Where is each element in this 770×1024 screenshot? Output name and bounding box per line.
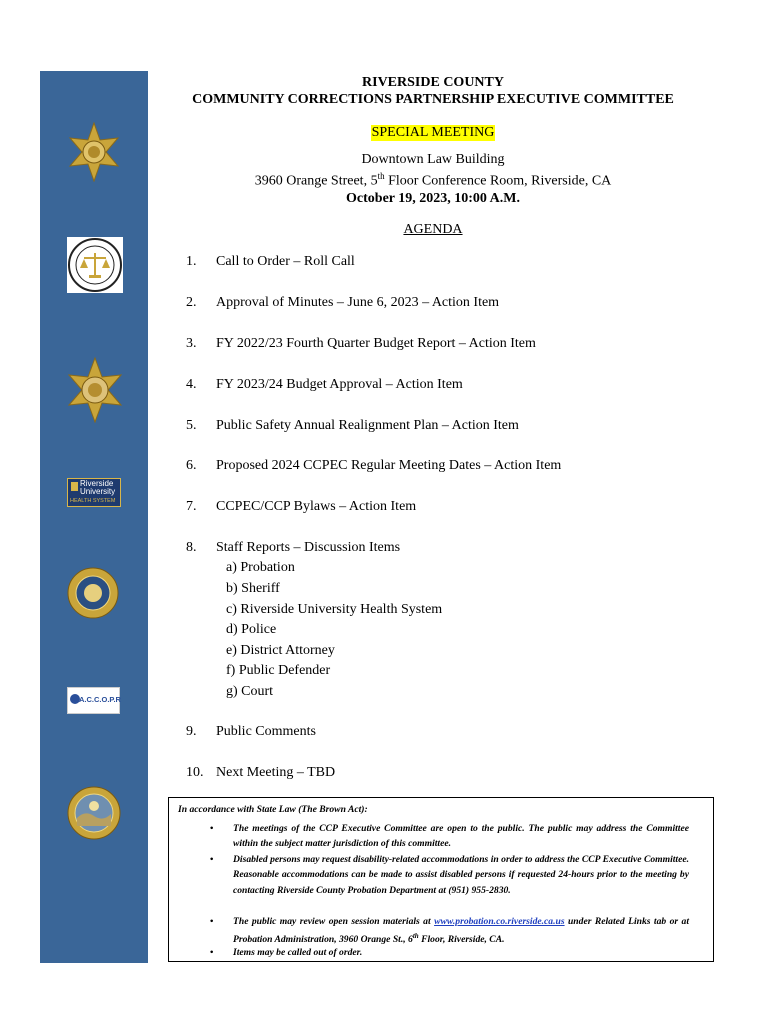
- agenda-item: [186, 498, 416, 515]
- rivco-logo-line1: Riverside: [80, 479, 114, 488]
- agenda-item-text: Public Comments: [216, 724, 316, 739]
- bullet-icon: •: [210, 823, 214, 834]
- agenda-item: [186, 723, 316, 740]
- agenda-item: [186, 294, 499, 311]
- sheriff-star-badge-icon: [68, 122, 120, 182]
- notice-bullet-text: The public may review open session materials at: [233, 916, 435, 927]
- agenda-item-number: 2.: [186, 295, 197, 310]
- bullet-icon: •: [210, 947, 214, 958]
- notice-bullet-text: Items may be called out of order.: [233, 947, 363, 958]
- agenda-item-number: 9.: [186, 724, 197, 739]
- notice-bullet-text: Floor, Riverside, CA.: [418, 934, 505, 946]
- agenda-item-number: 4.: [186, 377, 197, 392]
- police-star-badge-icon: [68, 357, 122, 423]
- rivco-emblem-icon: [71, 482, 78, 491]
- notice-bullet-public-meetings: [210, 821, 689, 852]
- county-seal-icon: [67, 786, 121, 840]
- agenda-item-text: Call to Order – Roll Call: [216, 254, 355, 269]
- floor-superscript: th: [412, 932, 419, 941]
- notice-bullet-disability: [210, 852, 689, 898]
- probation-website-link[interactable]: www.probation.co.riverside.ca.us: [434, 916, 565, 927]
- county-title: RIVERSIDE COUNTY: [362, 75, 504, 90]
- notice-bullet-materials: [210, 914, 689, 948]
- notice-bullet-order: [210, 945, 689, 960]
- notice-intro: In accordance with State Law (The Brown Act):: [178, 804, 368, 815]
- agenda-item-number: 6.: [186, 458, 197, 473]
- notice-bullet-text: Disabled persons may request disability-related accommodations in order to address the CCP Executive Committee. Reasonable accommodations can be made to assist disabled persons if requested 24-hours prior to the meeting by contacting Riverside County Probation Department at (951) 955-2830.: [233, 854, 689, 896]
- agenda-item-number: 3.: [186, 336, 197, 351]
- agenda-item-text: Public Safety Annual Realignment Plan – Action Item: [216, 418, 519, 433]
- staff-report-item: d) Police: [226, 622, 277, 637]
- accopr-logo-text: A.C.C.O.P.R: [79, 695, 121, 704]
- agenda-item-text: CCPEC/CCP Bylaws – Action Item: [216, 499, 417, 514]
- staff-report-item: f) Public Defender: [226, 663, 331, 678]
- staff-report-item: b) Sheriff: [226, 581, 280, 596]
- address-superscript: th: [377, 171, 385, 181]
- agenda-header: [160, 74, 706, 238]
- bullet-icon: •: [210, 854, 214, 865]
- bullet-icon: •: [210, 916, 214, 927]
- agenda-item-text: FY 2023/24 Budget Approval – Action Item: [216, 377, 463, 392]
- meeting-address: [160, 168, 706, 190]
- meeting-date-time: October 19, 2023, 10:00 A.M.: [346, 190, 520, 206]
- staff-report-item: g) Court: [226, 684, 274, 699]
- agenda-item: [186, 764, 335, 781]
- agenda-heading: AGENDA: [403, 221, 463, 237]
- committee-title: COMMUNITY CORRECTIONS PARTNERSHIP EXECUTIVE COMMITTEE: [192, 92, 674, 107]
- agenda-item: [186, 539, 400, 556]
- rivco-logo-line2: University: [80, 487, 116, 496]
- staff-report-item: e) District Attorney: [226, 643, 335, 658]
- agenda-item: [186, 417, 519, 434]
- agenda-item-text: Proposed 2024 CCPEC Regular Meeting Dates – Action Item: [216, 458, 562, 473]
- rivco-university-health-logo: [67, 478, 121, 507]
- agenda-item: [186, 376, 463, 393]
- agenda-item-number: 5.: [186, 418, 197, 433]
- accopr-logo: [67, 687, 120, 714]
- notice-bullet-text: under Related Links tab or at Probation Administration, 3960 Orange St., 6: [233, 916, 689, 946]
- public-defender-seal-icon: [67, 567, 119, 619]
- notice-bullet-text: The meetings of the CCP Executive Committee are open to the public. The public may address the Committee within the subject matter jurisdiction of this committee.: [233, 823, 689, 850]
- agenda-item: [186, 335, 536, 352]
- rivco-logo-line3: HEALTH SYSTEM: [70, 498, 116, 504]
- agenda-item-number: 7.: [186, 499, 197, 514]
- agenda-item-number: 10.: [186, 765, 204, 780]
- agenda-item-text: FY 2022/23 Fourth Quarter Budget Report – Action Item: [216, 336, 536, 351]
- agenda-item-number: 8.: [186, 540, 197, 555]
- agenda-item-text: Staff Reports – Discussion Items: [216, 540, 401, 555]
- staff-report-item: a) Probation: [226, 560, 295, 575]
- address-part-1: 3960 Orange Street, 5: [254, 173, 378, 189]
- staff-report-item: c) Riverside University Health System: [226, 602, 443, 617]
- agenda-item: [186, 253, 355, 270]
- probation-seal-icon: [67, 237, 123, 293]
- meeting-building: Downtown Law Building: [361, 152, 505, 167]
- agenda-item-number: 1.: [186, 254, 197, 269]
- agenda-item-text: Next Meeting – TBD: [216, 765, 336, 780]
- agenda-item-text: Approval of Minutes – June 6, 2023 – Action Item: [216, 295, 500, 310]
- address-part-2: Floor Conference Room, Riverside, CA: [384, 173, 612, 189]
- meeting-type: SPECIAL MEETING: [371, 125, 495, 140]
- brown-act-notice: [168, 797, 714, 962]
- agenda-item: [186, 457, 561, 474]
